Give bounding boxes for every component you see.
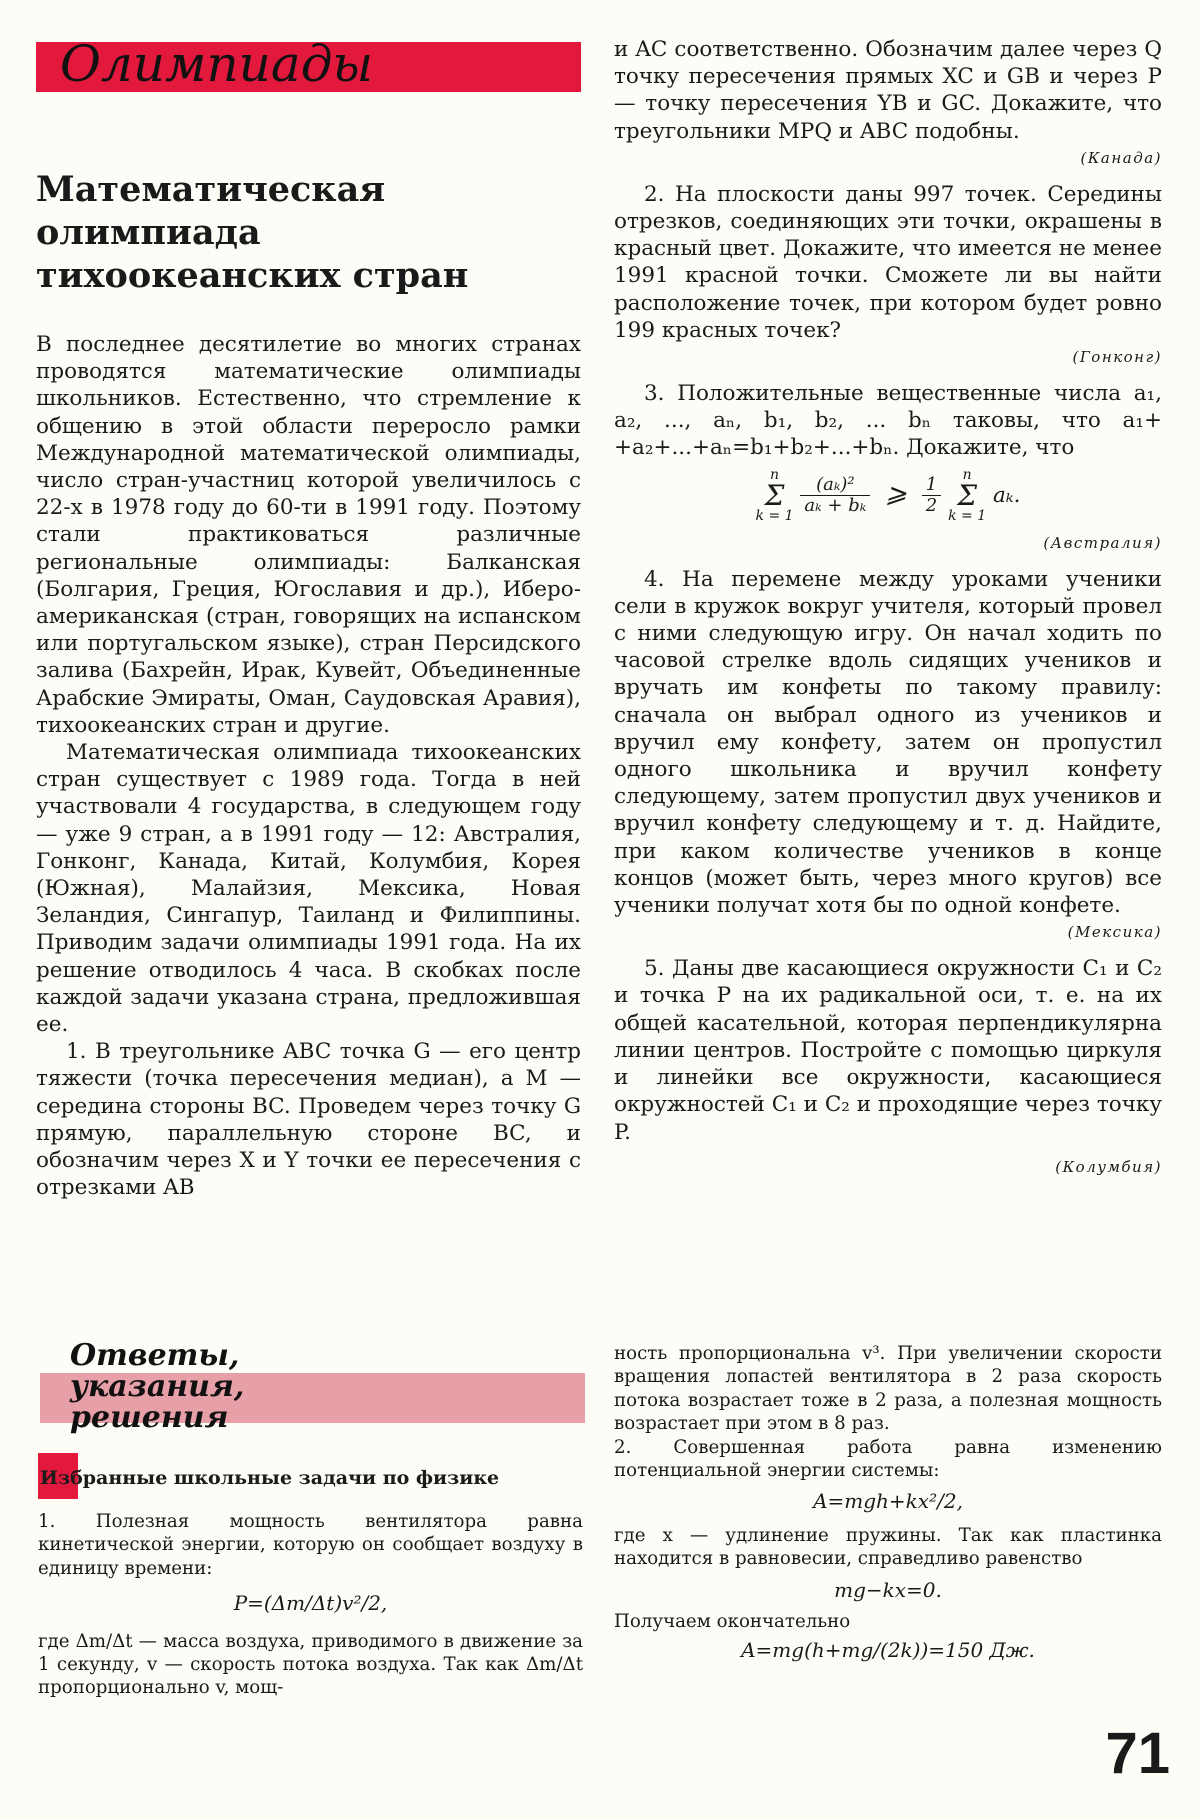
problem-2-source: (Гонконг) xyxy=(1072,348,1162,367)
formula-tail: aₖ. xyxy=(992,482,1021,508)
answers-script-title: Ответы, указания, решения xyxy=(70,1338,245,1435)
intro-paragraph: В последнее десятилетие во многих странах проводятся математические олимпиады школьников. Естественно, что стремление к общению в этой области переросло рамки Международной математической олимпиады, число стран-участниц которой увеличилось с 22-х в 1978 году до 60-ти в 1991 году. Поэтому стали практиковаться различные региональные олимпиады: Балканская (Болгария, Греция, Югославия и др.), Иберо-американская (стран, говорящих на испанском или португальском языке), стран Персидского залива (Бахрейн, Ирак, Кувейт, Объединенные Арабские Эмираты, Оман, Саудовская Аравия), тихоокеанских стран и другие. xyxy=(36,332,581,738)
answers-left-column xyxy=(38,1510,583,1700)
answer-2-formula-energy: A=mgh+kx²/2, xyxy=(813,1489,963,1514)
problem-3: 3. Положительные вещественные числа a₁, a₂, ..., aₙ, b₁, b₂, ... bₙ таковы, что a₁+ +a₂+...+aₙ=b₁+b₂+...+bₙ. Докажите, что xyxy=(614,381,1162,461)
problem-2: 2. На плоскости даны 997 точек. Середины отрезков, соединяющих эти точки, окрашены в красный цвет. Докажите, что имеется не менее 1991 красной точки. Сможете ли вы найти расположение точек, при котором будет ровно 199 красных точек? xyxy=(614,181,1162,343)
answer-2-text: 2. Совершенная работа равна изменению потенциальной энергии системы: xyxy=(614,1436,1162,1482)
problem-1-part2: и AC соответственно. Обозначим далее через Q точку пересечения прямых XC и GB и через P — точку пересечения YB и GC. Докажите, что треугольники MPQ и ABC подобны. xyxy=(614,37,1162,144)
answer-2-spring: где x — удлинение пружины. Так как пластинка находится в равновесии, справедливо равенство xyxy=(614,1524,1162,1570)
answer-1-explanation: где Δm/Δt — масса воздуха, приводимого в движение за 1 секунду, v — скорость потока воздуха. Так как Δm/Δt пропорционально v, мощ- xyxy=(38,1630,583,1699)
fraction-one-half: $\frac{1}{2}$ xyxy=(922,475,941,516)
left-column xyxy=(36,331,581,1202)
answers-right-column xyxy=(614,1342,1162,1663)
section-title-olympiads: Олимпиады xyxy=(60,35,374,93)
page-number: 71 xyxy=(1105,1721,1170,1786)
sum-sign-left: n Σ k = 1 xyxy=(755,466,794,524)
fraction-ak-over-ak-bk: $\frac{\text{(aₖ)²}}{\text{aₖ + bₖ}}$ xyxy=(800,475,870,516)
answer-2-formula-final: A=mg(h+mg/(2k))=150 Дж. xyxy=(741,1638,1035,1663)
sum-sign-right: n Σ k = 1 xyxy=(948,466,987,524)
answers-subtitle: Избранные школьные задачи по физике xyxy=(40,1467,500,1489)
history-paragraph: Математическая олимпиада тихоокеанских стран существует с 1989 года. Тогда в ней участвовали 4 государства, в следующем году — уже 9 стран, а в 1991 году — 12: Австралия, Гонконг, Канада, Китай, Колумбия, Корея (Южная), Малайзия, Мексика, Новая Зеландия, Сингапур, Таиланд и Филиппины. Приводим задачи олимпиады 1991 года. На их решение отводилось 4 часа. В скобках после каждой задачи указана страна, предложившая ее. xyxy=(36,740,581,1038)
problem-1-part1: 1. В треугольнике ABC точка G — его центр тяжести (точка пересечения медиан), а M — середина стороны BC. Проведем через точку G прямую, параллельную стороне BC, и обозначим через X и Y точки ее пересечения с отрезками AB xyxy=(36,1039,581,1201)
problem-1-source: (Канада) xyxy=(1080,148,1162,167)
problem-4-source: (Мексика) xyxy=(1067,923,1162,942)
answer-2-result-label: Получаем окончательно xyxy=(614,1611,851,1633)
relation-sign: ⩾ xyxy=(885,478,907,509)
problem-5: 5. Даны две касающиеся окружности C₁ и C₂ и точка P на их радикальной оси, т. е. на их общей касательной, которая перпендикулярна линии центров. Постройте с помощью циркуля и линейки все окружности, касающиеся окружностей C₁ и C₂ и проходящие через точку P. xyxy=(614,956,1162,1145)
problem-3-formula xyxy=(614,468,1162,524)
right-column xyxy=(614,36,1162,1190)
problem-4: 4. На перемене между уроками ученики сели в кружок вокруг учителя, который провел с ними следующую игру. Он начал ходить по часовой стрелке вдоль сидящих учеников и вручать им конфеты по такому правилу: сначала он выбрал одного из учеников и вручил ему конфету, затем он пропустил одного школьника и вручил конфету следующему, затем пропустил двух учеников и вручил конфету следующему и т. д. Найдите, при каком количестве учеников в конце концов (может быть, через много кругов) все ученики получат хотя бы по одной конфете. xyxy=(614,566,1162,919)
answer-1-continued: ность пропорциональна v³. При увеличении скорости вращения лопастей вентилятора в 2 раза скорость потока возрастает тоже в 2 раза, а полезная мощность возрастает при этом в 8 раз. xyxy=(614,1343,1162,1435)
answer-1-text: 1. Полезная мощность вентилятора равна кинетической энергии, которую он сообщает воздуху в единицу времени: xyxy=(38,1511,583,1579)
answer-2-formula-equilibrium: mg−kx=0. xyxy=(834,1577,942,1602)
problem-3-source: (Австралия) xyxy=(1043,533,1162,552)
answer-1-formula: P=(Δm/Δt)v²/2, xyxy=(233,1591,388,1616)
article-title: Математическая олимпиада тихоокеанских стран xyxy=(36,169,469,296)
problem-5-source: (Колумбия) xyxy=(1055,1157,1162,1176)
